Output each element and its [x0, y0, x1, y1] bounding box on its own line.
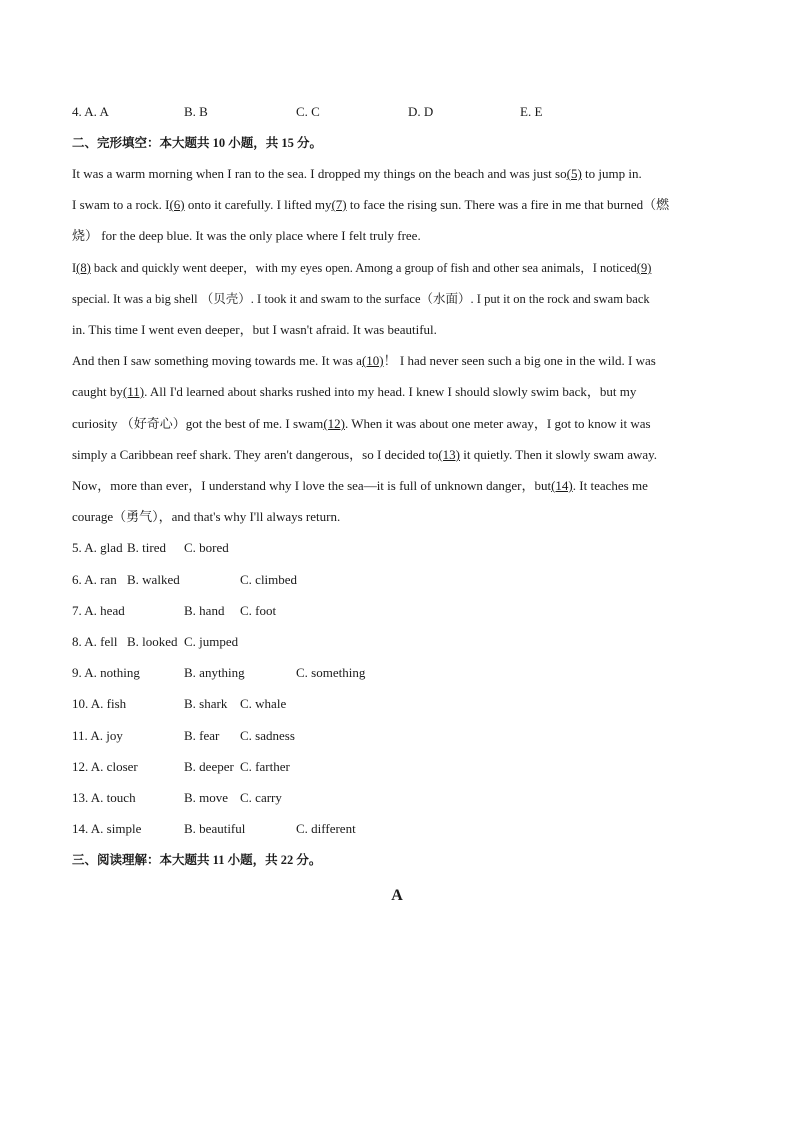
option-row	[72, 788, 722, 808]
option-row	[72, 570, 722, 590]
passage-line-11: Now，more than ever，I understand why I love the sea—it is full of unknown danger，but(14). It teaches me	[72, 478, 648, 493]
option-a-text: A. ran	[84, 572, 117, 587]
option-b: B. hand	[184, 603, 225, 618]
passage-line-10: simply a Caribbean reef shark. They aren't dangerous，so I decided to(13) it quietly. Then it slowly swam away.	[72, 447, 658, 462]
option-a	[72, 538, 123, 558]
option-b: B. deeper	[184, 759, 234, 774]
passage-line-3: 烧） for the deep blue. It was the only place where I felt truly free.	[72, 228, 421, 243]
option-row	[72, 632, 722, 652]
blank-10: (10)	[361, 353, 384, 368]
question-number: 9.	[72, 665, 82, 680]
section3-title: 三、阅读理解：本大题共 11 小题，共 22 分。	[72, 852, 322, 867]
option-a-text: A. touch	[90, 790, 136, 805]
blank-5: (5)	[566, 166, 582, 181]
option-a	[72, 632, 118, 652]
passage-line-1: It was a warm morning when I ran to the sea. I dropped my things on the beach and was just so(5) to jump in.	[72, 166, 642, 181]
passage-line-12: courage（勇气），and that's why I'll always return.	[72, 509, 341, 524]
option-a	[72, 757, 138, 777]
q4-b: B. B	[184, 104, 208, 119]
blank-8: (8)	[76, 261, 91, 275]
passage-line-7: And then I saw something moving towards me. It was a(10)！ I had never seen such a big one in the wild. I was	[72, 353, 656, 368]
option-a-text: A. fish	[90, 696, 127, 711]
blank-12: (12)	[323, 416, 345, 431]
option-b: B. walked	[127, 572, 180, 587]
option-a-text: A. simple	[90, 821, 142, 836]
blank-7: (7)	[331, 197, 347, 212]
q4-d: D. D	[408, 104, 434, 119]
passage-line-8: caught by(11). All I'd learned about sharks rushed into my head. I knew I should slowly swim back，but my	[72, 384, 637, 399]
passage-line-5: special. It was a big shell （贝壳）. I took it and swam to the surface（水面）. I put it on the rock and swam back	[72, 292, 650, 306]
passage-line-6: in. This time I went even deeper，but I wasn't afraid. It was beautiful.	[72, 322, 437, 337]
option-b: B. anything	[184, 665, 245, 680]
question-number: 13.	[72, 790, 89, 805]
option-c: C. jumped	[184, 634, 239, 649]
question-number: 12.	[72, 759, 89, 774]
option-row	[72, 538, 722, 558]
q4-a: 4. A. A	[72, 104, 109, 119]
option-a	[72, 819, 141, 839]
option-row	[72, 601, 722, 621]
option-c: C. climbed	[240, 572, 298, 587]
option-a	[72, 570, 117, 590]
option-c: C. farther	[240, 759, 290, 774]
q4-options-row	[72, 102, 722, 122]
option-c: C. carry	[240, 790, 282, 805]
option-row	[72, 726, 722, 746]
passage-line-9: curiosity （好奇心）got the best of me. I swam(12). When it was about one meter away，I got to know it was	[72, 416, 651, 431]
option-a	[72, 694, 126, 714]
option-a-text: A. head	[84, 603, 125, 618]
option-a	[72, 726, 123, 746]
question-number: 14.	[72, 821, 89, 836]
option-b: B. beautiful	[184, 821, 246, 836]
q4-e: E. E	[520, 104, 543, 119]
option-row	[72, 694, 722, 714]
option-a	[72, 601, 125, 621]
section2-title: 二、完形填空：本大题共 10 小题，共 15 分。	[72, 135, 323, 150]
option-c: C. different	[296, 821, 356, 836]
question-number: 6.	[72, 572, 82, 587]
option-a-text: A. fell	[84, 634, 118, 649]
option-c: C. something	[296, 665, 366, 680]
option-c: C. sadness	[240, 728, 295, 743]
option-b: B. fear	[184, 728, 220, 743]
blank-11: (11)	[122, 384, 145, 399]
option-a-text: A. joy	[90, 728, 123, 743]
option-a	[72, 663, 140, 683]
part-a-heading: A	[391, 887, 403, 904]
option-row	[72, 663, 722, 683]
option-c: C. whale	[240, 696, 287, 711]
option-b: B. tired	[127, 540, 166, 555]
blank-9: (9)	[636, 261, 652, 275]
blank-6: (6)	[169, 197, 185, 212]
q4-c: C. C	[296, 104, 320, 119]
option-a-text: A. glad	[84, 540, 123, 555]
blank-13: (13)	[438, 447, 461, 462]
option-row	[72, 819, 722, 839]
option-b: B. looked	[127, 634, 178, 649]
question-number: 5.	[72, 540, 82, 555]
question-number: 10.	[72, 696, 89, 711]
blank-14: (14)	[551, 478, 573, 493]
option-b: B. shark	[184, 696, 228, 711]
option-a	[72, 788, 136, 808]
option-row	[72, 757, 722, 777]
question-number: 7.	[72, 603, 82, 618]
passage-line-4: I(8) back and quickly went deeper，with my eyes open. Among a group of fish and other sea animals，I noticed(9)	[72, 261, 652, 275]
option-c: C. bored	[184, 540, 229, 555]
question-number: 11.	[72, 728, 88, 743]
option-a-text: A. nothing	[84, 665, 140, 680]
option-b: B. move	[184, 790, 229, 805]
option-a-text: A. closer	[90, 759, 138, 774]
option-c: C. foot	[240, 603, 277, 618]
question-number: 8.	[72, 634, 82, 649]
passage-line-2: I swam to a rock. I(6) onto it carefully. I lifted my(7) to face the rising sun. There was a fire in me that burned（燃	[72, 197, 670, 212]
